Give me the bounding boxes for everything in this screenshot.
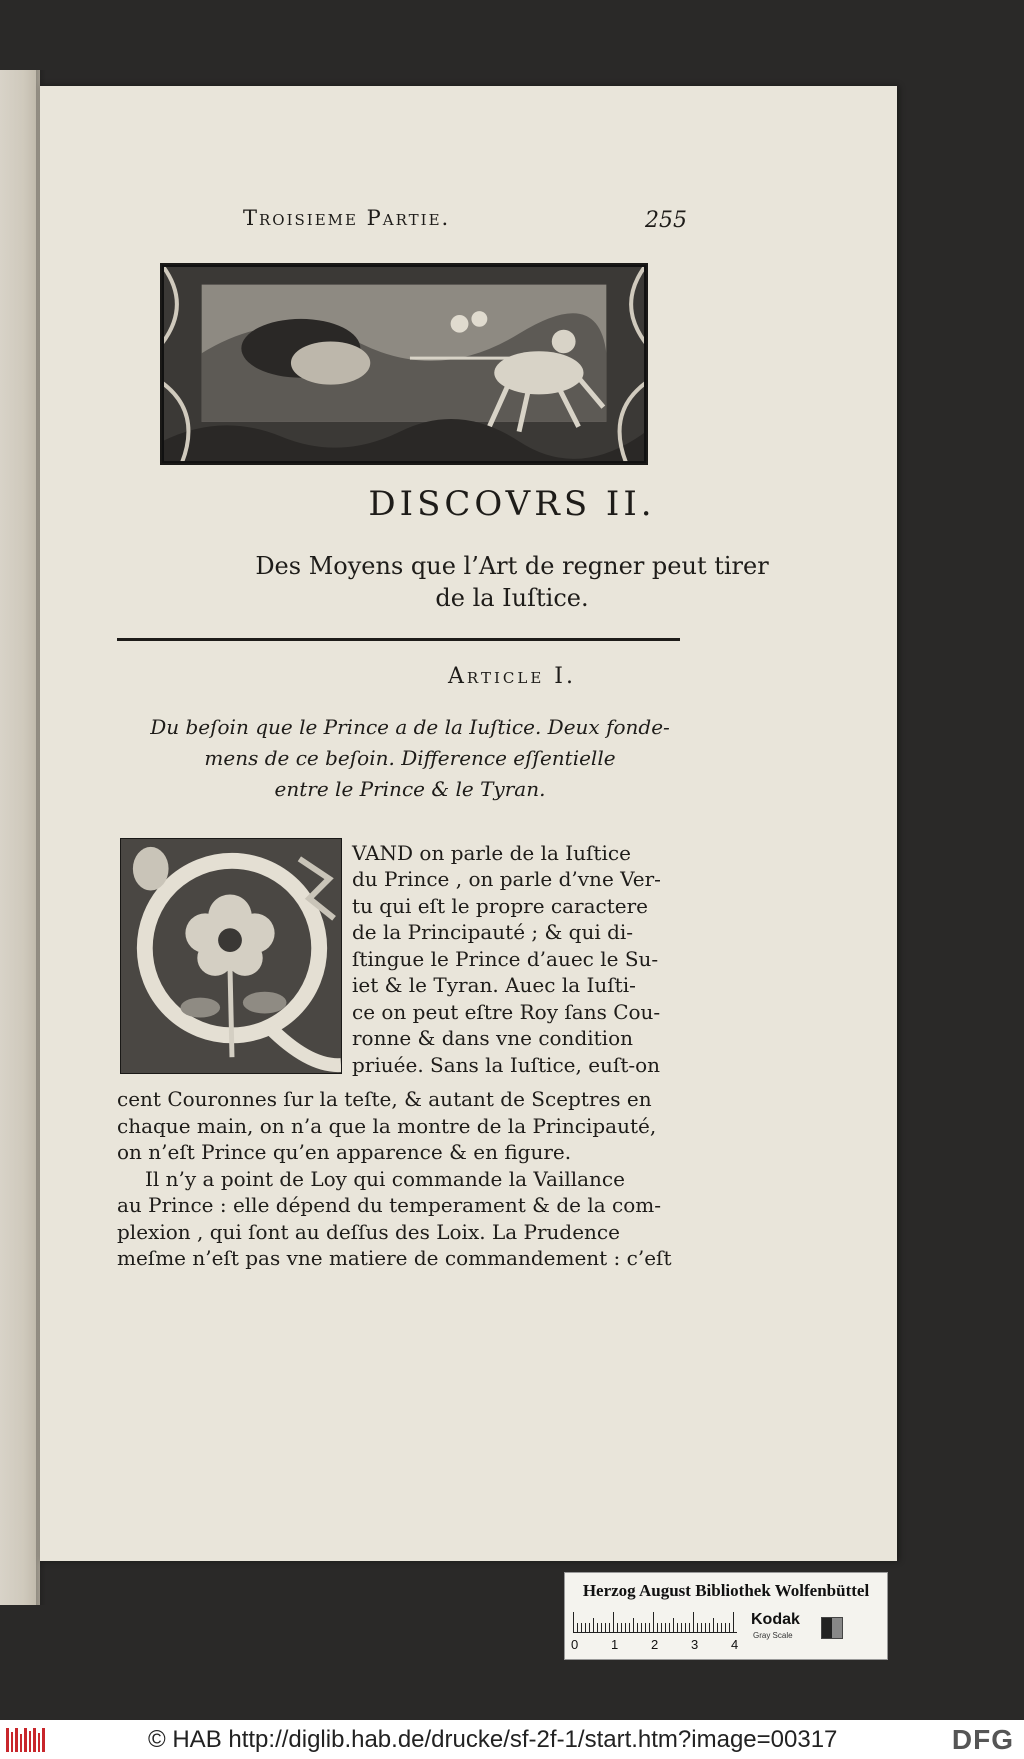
dropcap-q-illustration: [120, 838, 342, 1074]
library-name: Herzog August Bibliothek Wolfenbüttel: [582, 1581, 870, 1600]
scale-tick: [585, 1623, 586, 1632]
horizontal-rule: [117, 638, 680, 641]
scale-tick: [717, 1623, 718, 1632]
scale-tick: [669, 1623, 670, 1632]
subtitle-line: Des Moyens que l’Art de regner peut tirer: [255, 552, 769, 580]
body-line: tu qui eſt le propre caractere: [352, 894, 648, 918]
body-line: du Prince , on parle d’vne Ver-: [352, 867, 661, 891]
scale-tick: [705, 1623, 706, 1632]
scale-tick: [601, 1623, 602, 1632]
gray-patch: [821, 1617, 843, 1639]
body-line: meſme n’eſt pas vne matiere de commandement : c’eſt: [117, 1246, 672, 1270]
scale-numbers: [571, 1637, 741, 1655]
scale-tick: [677, 1623, 678, 1632]
facing-page-edge: [0, 70, 40, 1605]
body-line: Il n’y a point de Loy qui commande la Vaillance: [145, 1167, 625, 1191]
copyright-link[interactable]: © HAB http://diglib.hab.de/drucke/sf-2f-1/start.htm?image=00317: [148, 1726, 838, 1753]
kodak-brand: Kodak: [751, 1611, 800, 1628]
scale-tick: [693, 1612, 694, 1632]
scale-tick: [597, 1623, 598, 1632]
scale-tick: [685, 1623, 686, 1632]
discours-subtitle: [0, 550, 1024, 614]
scale-tick: [713, 1618, 714, 1632]
scale-tick: [625, 1623, 626, 1632]
scale-tick: [725, 1623, 726, 1632]
body-line: priuée. Sans la Iuſtice, euſt-on: [352, 1053, 661, 1077]
body-line: ce on peut eſtre Roy ſans Cou-: [352, 1000, 661, 1024]
scale-tick: [641, 1623, 642, 1632]
scale-tick: [665, 1623, 666, 1632]
scale-tick: [649, 1623, 650, 1632]
scale-tick: [621, 1623, 622, 1632]
scale-tick: [701, 1623, 702, 1632]
scale-tick: [633, 1618, 634, 1632]
barcode-icon: [6, 1728, 46, 1752]
summary-line: entre le Prince & le Tyran.: [274, 777, 546, 801]
body-line: on n’eſt Prince qu’en apparence & en figure.: [117, 1140, 572, 1164]
scale-number: 2: [651, 1637, 659, 1652]
scale-tick: [613, 1612, 614, 1632]
subtitle-line: de la Iuſtice.: [435, 584, 589, 612]
summary-line: Du beſoin que le Prince a de la Iuſtice. Deux fonde-: [150, 715, 670, 739]
body-line: iet & le Tyran. Auec la Iuſti-: [352, 973, 636, 997]
scale-number: 0: [571, 1637, 579, 1652]
scale-tick: [589, 1623, 590, 1632]
summary-line: mens de ce beſoin. Difference eſſentielle: [204, 746, 616, 770]
scale-tick: [573, 1612, 574, 1632]
body-line: ſtingue le Prince d’auec le Su-: [352, 947, 659, 971]
body-line: cent Couronnes ſur la teſte, & autant de Sceptres en: [117, 1087, 652, 1111]
scale-tick: [609, 1623, 610, 1632]
scale-tick: [637, 1623, 638, 1632]
discours-title: DISCOVRS II.: [368, 484, 656, 524]
headpiece-engraving: [160, 263, 648, 465]
scale-tick: [581, 1623, 582, 1632]
page-number: 255: [645, 208, 687, 233]
scale-tick: [645, 1623, 646, 1632]
body-line: de la Principauté ; & qui di-: [352, 920, 634, 944]
scale-tick: [605, 1623, 606, 1632]
body-line: plexion , qui ſont au deſſus des Loix. La Prudence: [117, 1220, 620, 1244]
scale-number: 1: [611, 1637, 619, 1652]
scale-tick: [709, 1623, 710, 1632]
article-title: Article I.: [448, 664, 576, 689]
scale-number: 3: [691, 1637, 699, 1652]
measurement-scale: [573, 1611, 737, 1633]
scale-number: 4: [731, 1637, 739, 1652]
scale-tick: [681, 1623, 682, 1632]
scale-tick: [617, 1623, 618, 1632]
dfg-logo: DFG: [951, 1724, 1014, 1755]
body-line: chaque main, on n’a que la montre de la Principauté,: [117, 1114, 657, 1138]
footer-bar: [0, 1720, 1024, 1759]
scale-tick: [593, 1618, 594, 1632]
scale-tick: [653, 1612, 654, 1632]
scale-tick: [577, 1623, 578, 1632]
body-line: ronne & dans vne condition: [352, 1026, 633, 1050]
scale-tick: [729, 1623, 730, 1632]
color-calibration-label: [564, 1572, 888, 1660]
scale-tick: [689, 1623, 690, 1632]
scale-tick: [721, 1623, 722, 1632]
scale-tick: [697, 1623, 698, 1632]
scale-tick: [661, 1623, 662, 1632]
scale-tick: [629, 1623, 630, 1632]
body-line: VAND on parle de la Iuſtice: [352, 841, 631, 865]
gray-scale-text: Gray Scale: [753, 1631, 793, 1640]
article-summary: [110, 712, 710, 805]
scale-tick: [657, 1623, 658, 1632]
scale-tick: [673, 1618, 674, 1632]
running-title: Troisieme Partie.: [243, 206, 451, 230]
body-line: au Prince : elle dépend du temperament & de la com-: [117, 1193, 661, 1217]
scale-tick: [733, 1612, 734, 1632]
